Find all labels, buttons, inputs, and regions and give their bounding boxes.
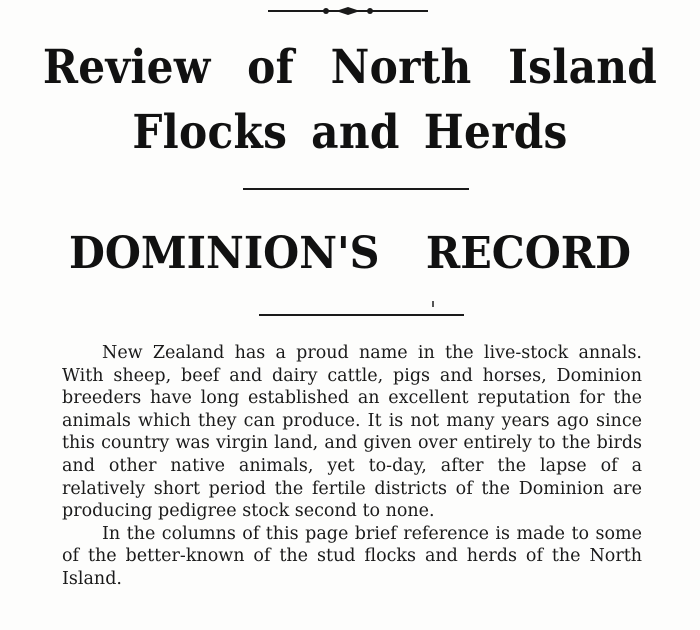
print-speck (432, 301, 434, 307)
subheading: DOMINION'S RECORD (68, 228, 631, 279)
headline-line-1: Review of North Island (42, 40, 658, 95)
paragraph-2: In the columns of this page brief reference is made to some of the better-known of the stud flocks and herds of the North Island. (62, 523, 642, 589)
subheading-rule (259, 314, 464, 316)
paragraph-1: New Zealand has a proud name in the live-stock annals. With sheep, beef and dairy cattle, pigs and horses, Dominion breeders have long established an excellent reputation for the animals which they can produce. It is not many years ago since this country was virgin land, and given over entirely to the birds and other native animals, yet to-day, after the lapse of a relatively short period the fertile districts of the Dominion are producing pedigree stock second to none. (62, 343, 642, 522)
article-body (62, 342, 642, 591)
headline-rule (243, 188, 469, 190)
ornament-divider-icon (268, 4, 428, 18)
headline-line-2: Flocks and Herds (132, 105, 568, 160)
